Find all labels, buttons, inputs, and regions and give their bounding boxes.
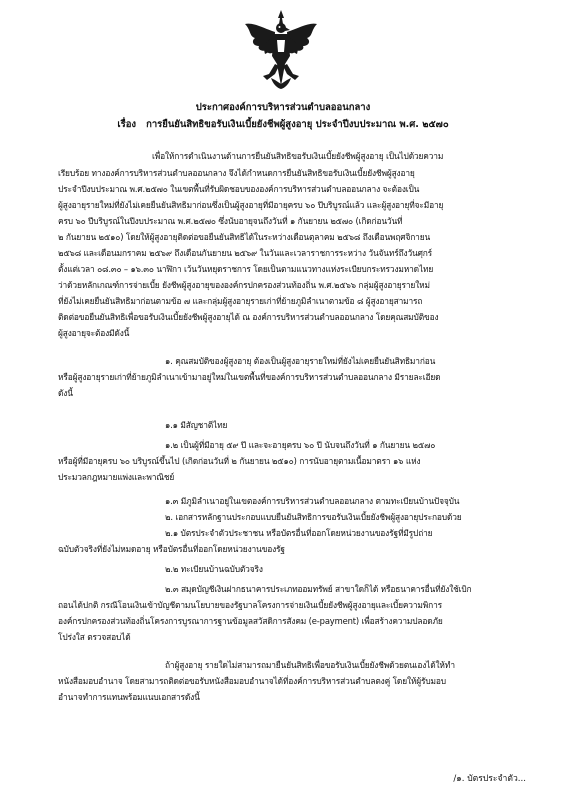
body-line: เรียบร้อย ทางองค์การบริหารส่วนตำบลออนกลาง จึงได้กำหนดการยืนยันสิทธิขอรับเงินเบี้ยยังชีพผู้สูงอายุ [58,168,415,178]
body-line: องค์กรปกครองส่วนท้องถิ่นโครงการบูรณาการฐานข้อมูลสวัสดิการสังคม (e-payment) เพื่อสร้างความปลอดภัย [58,616,443,626]
body-line: ๑.๓ มีภูมิลำเนาอยู่ในเขตองค์การบริหารส่วนตำบลออนกลาง ตามทะเบียนบ้านปัจจุบัน [165,496,460,506]
subject-label: เรื่อง [117,119,137,130]
body-line: ๑.๒ เป็นผู้ที่มีอายุ ๕๙ ปี และจะอายุครบ ๖๐ ปี นับจนถึงวันที่ ๑ กันยายน ๒๕๗๐ [165,440,436,450]
garuda-emblem-icon [241,8,321,90]
body-line: ประมวลกฎหมายแพ่งและพาณิชย์ [58,472,175,482]
announcement-title: ประกาศองค์การบริหารส่วนตำบลออนกลาง [195,102,371,113]
body-line: โปร่งใส ตรวจสอบได้ [58,632,131,642]
body-line: ถอนได้ปกติ กรณีโอนเงินเข้าบัญชีตามนโยบายของรัฐบาลโครงการจ่ายเงินเบี้ยยังชีพผู้สูงอายุและเบี้ยความพิการ [58,600,442,610]
body-line: หนังสือมอบอำนาจ โดยสามารถติดต่อขอรับหนังสือมอบอำนาจได้ที่องค์การบริหารส่วนตำบลตงคู่ โดยให้ผู้รับมอบ [58,676,446,686]
body-line: ๒.๒ ทะเบียนบ้านฉบับตัวจริง [165,564,263,574]
continuation-note: /๑. บัตรประจำตัว... [453,774,526,784]
body-line: ที่ยังไม่เคยยืนยันสิทธิมาก่อนตามข้อ ๗ และกลุ่มผู้สูงอายุรายเก่าที่ย้ายภูมิลำเนาตามข้อ ๘ ผู้สูงอายุสามารถ [58,296,423,306]
subject-text: การยืนยันสิทธิขอรับเงินเบี้ยยังชีพผู้สูงอายุ ประจำปีงบประมาณ พ.ศ. ๒๕๗๐ [146,119,449,130]
body-line: ตั้งแต่เวลา ๐๘.๓๐ – ๑๖.๓๐ นาฬิกา เว้นวันหยุดราชการ โดยเป็นตามแนวทางแห่งระเบียบกระทรวงมหาดไทย [58,264,434,274]
body-line: ครบ ๖๐ ปีบริบูรณ์ในปีงบประมาณ พ.ศ.๒๕๗๐ ซึ่งนับอายุจนถึงวันที่ ๑ กันยายน ๒๕๗๐ (เกิดก่อนวันที่ [58,216,403,226]
body-line: ๒.๑ บัตรประจำตัวประชาชน หรือบัตรอื่นที่ออกโดยหน่วยงานของรัฐที่มีรูปถ่าย [165,528,433,538]
body-line: ๑. คุณสมบัติของผู้สูงอายุ ต้องเป็นผู้สูงอายุรายใหม่ที่ยังไม่เคยยืนยันสิทธิมาก่อน [165,356,436,366]
body-line: ฉบับตัวจริงที่ยังไม่หมดอายุ หรือบัตรอื่นที่ออกโดยหน่วยงานของรัฐ [58,544,285,554]
body-line: ๑.๑ มีสัญชาติไทย [165,420,228,430]
body-line: หรือผู้สูงอายุรายเก่าที่ย้ายภูมิลำเนาเข้ามาอยู่ใหม่ในเขตพื้นที่ของค์การบริหารส่วนตำบลออนกลาง มีรายละเอียด [58,372,441,382]
body-line: ๒. เอกสารหลักฐานประกอบแบบยืนยันสิทธิการขอรับเงินเบี้ยยังชีพผู้สูงอายุประกอบด้วย [165,512,462,522]
body-line: ๒ กันยายน ๒๕๑๐) โดยให้ผู้สูงอายุติดต่อขอยืนยันสิทธิได้ในระหว่างเดือนตุลาคม ๒๕๖๘ ถึงเดือนพฤศจิกายน [58,232,431,242]
body-line: ว่าด้วยหลักเกณฑ์การจ่ายเบี้ย ยังชีพผู้สูงอายุขององค์กรปกครองส่วนท้องถิ่น พ.ศ.๒๕๖๖ กลุ่มผู้สูงอายุรายใหม่ [58,280,430,290]
body-line: ดังนี้ [58,388,73,398]
body-line: ผู้สูงอายุจะต้องมีดังนี้ [58,328,130,338]
body-line: ๒๕๖๘ และเดือนมกราคม ๒๕๖๙ ถึงเดือนกันยายน ๒๕๖๙ ในวันและเวลาราชการระหว่าง วันจันทร์ถึงวันศุกร์ [58,248,433,258]
body-line: อำนาจทำการแทนพร้อมแนบเอกสารดังนี้ [58,692,200,702]
announcement-subject [0,117,566,132]
body-line: เพื่อให้การดำเนินงานด้านการยืนยันสิทธิขอรับเงินเบี้ยยังชีพผู้สูงอายุ เป็นไปด้วยความ [152,151,444,161]
body-line: ประจำปีงบประมาณ พ.ศ.๒๕๗๐ ในเขตพื้นที่รับผิดชอบขององค์การบริหารส่วนตำบลออนกลาง จะต้องเป็น [58,184,420,194]
body-line: หรือผู้ที่มีอายุครบ ๖๐ บริบูรณ์ขึ้นไป (เกิดก่อนวันที่ ๒ กันยายน ๒๕๑๐) การนับอายุตามเนื้อมาตรา ๑๖ แห่ง [58,456,421,466]
body-line: ผู้สูงอายุรายใหม่ที่ยังไม่เคยยืนยันสิทธิมาก่อนซึ่งเป็นผู้สูงอายุที่มีอายุครบ ๖๐ ปีบริบูรณ์แล้ว และผู้สูงอายุที่จะมีอายุ [58,200,444,210]
body-line: ถ้าผู้สูงอายุ รายใดไม่สามารถมายืนยันสิทธิเพื่อขอรับเงินเบี้ยยังชีพด้วยตนเองได้ให้ทำ [165,660,455,670]
body-line: ติดต่อขอยืนยันสิทธิเพื่อขอรับเงินเบี้ยยังชีพผู้สูงอายุได้ ณ องค์การบริหารส่วนตำบลออนกลาง โดยคุณสมบัติของ [58,312,439,322]
body-line: ๒.๓ สมุดบัญชีเงินฝากธนาคารประเภทออมทรัพย์ สาขาใดก็ได้ หรือธนาคารอื่นที่ยังใช้เบิก [165,584,472,594]
